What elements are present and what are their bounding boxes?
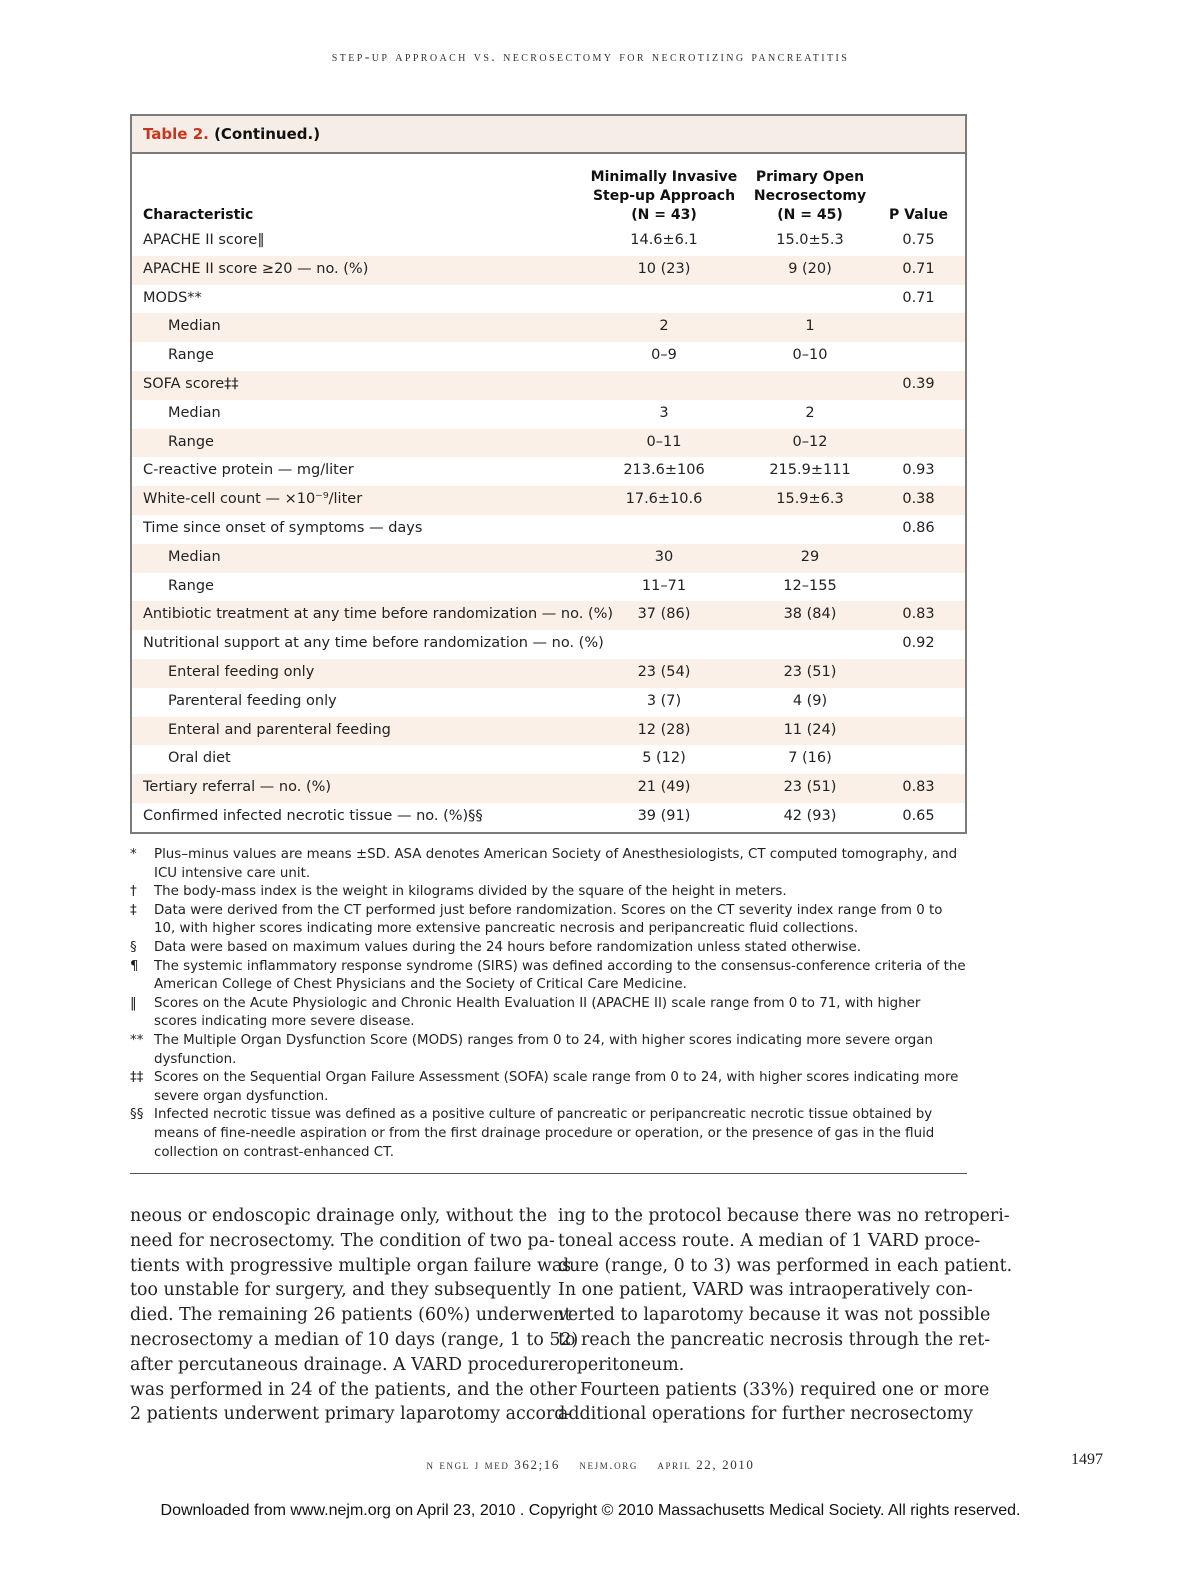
body-text-line: ing to the protocol because there was no retroperi- [558,1206,1010,1226]
cell-step-up: 14.6±6.1 [630,232,698,248]
footnote [130,1032,967,1069]
footnote [130,1106,967,1162]
cell-step-up: 3 [659,404,669,421]
footnote [130,846,967,883]
cell-p-value: 0.86 [902,519,935,536]
cell-necrosectomy: 29 [800,548,820,565]
body-text-line: necrosectomy a median of 10 days (range, 1 to 52) [130,1329,579,1350]
cell-step-up: 2 [659,318,669,335]
cell-step-up: 0–11 [646,433,682,450]
table-row [132,457,965,486]
row-label: C-reactive protein — mg/liter [143,462,354,479]
footnote [130,958,967,995]
cell-necrosectomy: 42 (93) [783,807,837,824]
footnote-symbol: ¶ [130,958,139,974]
table-row [132,774,965,803]
cell-p-value: 0.75 [902,232,935,248]
cell-step-up: 30 [654,548,674,565]
footnote-symbol: ‡‡ [130,1070,144,1086]
row-label: Nutritional support at any time before randomization — no. (%) [143,635,604,652]
data-table [130,114,967,834]
footnote-text: The Multiple Organ Dysfunction Score (MODS) ranges from 0 to 24, with higher scores indicating more severe organ dysfunction. [154,1032,933,1067]
body-text-line: need for necrosectomy. The condition of two pa- [130,1230,555,1251]
table-body [132,227,965,832]
body-text-line: toneal access route. A median of 1 VARD proce- [558,1230,981,1251]
table-row [132,717,965,746]
header-step-up-line3: (N = 43) [631,207,697,223]
cell-necrosectomy: 2 [805,404,815,421]
body-text-right-column [558,1204,1013,1427]
row-label: Time since onset of symptoms — days [143,519,423,536]
body-text-line: verted to laparotomy because it was not possible [558,1305,991,1326]
footnote-text: Scores on the Acute Physiologic and Chronic Health Evaluation II (APACHE II) scale range from 0 to 71, with higher scores indicating more severe disease. [154,995,921,1030]
cell-step-up: 10 (23) [637,260,691,277]
cell-step-up: 17.6±10.6 [625,491,703,508]
cell-necrosectomy: 9 (20) [788,260,832,277]
row-label: MODS** [143,289,202,306]
section-divider [130,1173,967,1174]
cell-p-value: 0.92 [902,635,935,652]
footnote-symbol: §§ [130,1107,144,1123]
footnote-symbol: ‖ [130,995,137,1011]
row-label: Tertiary referral — no. (%) [143,779,332,796]
header-p-value: P Value [889,207,948,223]
journal-citation: n engl j med 362;16 nejm.org april 22, 2010 [426,1457,755,1472]
table-label: Table 2. [143,125,209,143]
cell-step-up: 5 (12) [642,750,686,767]
row-label: White-cell count — ×10⁻⁹/liter [143,491,363,508]
header-step-up [588,168,740,225]
body-text-line: Fourteen patients (33%) required one or more [580,1379,990,1400]
table-row [132,486,965,515]
body-text-line: In one patient, VARD was intraoperatively con- [558,1280,973,1301]
cell-necrosectomy: 1 [805,318,815,335]
body-text-line: was performed in 24 of the patients, and the other [130,1379,577,1400]
cell-necrosectomy: 0–10 [792,347,828,364]
row-label: Median [168,404,221,421]
table-row [132,256,965,285]
cell-step-up: 213.6±106 [623,462,705,479]
footnote-symbol: † [130,884,137,900]
download-notice: Downloaded from www.nejm.org on April 23, 2010 . Copyright © 2010 Massachusetts Medical Society. All rights reserved. [160,1502,1021,1519]
cell-p-value: 0.83 [902,779,935,796]
cell-step-up: 37 (86) [637,606,691,623]
table-row [132,601,965,630]
body-text-left-column [130,1204,579,1427]
row-label: APACHE II score‖ [143,232,265,248]
row-label: Parenteral feeding only [168,692,337,709]
table-row [132,745,965,774]
row-label: Range [168,433,214,450]
footnote [130,1069,967,1106]
header-step-up-line1: Minimally Invasive [590,169,738,185]
cell-necrosectomy: 7 (16) [788,750,832,767]
table-row [132,659,965,688]
footnote-text: Data were derived from the CT performed just before randomization. Scores on the CT severity index range from 0 to 10, with higher scores indicating more extensive pancreatic necrosis and peripancreatic fluid collections. [154,902,943,937]
header-necrosectomy-line1: Primary Open [755,169,865,185]
row-label: APACHE II score ≥20 — no. (%) [143,260,369,277]
row-label: Range [168,577,214,594]
cell-necrosectomy: 15.0±5.3 [776,232,844,248]
cell-step-up: 11–71 [641,577,687,594]
cell-necrosectomy: 11 (24) [783,721,837,738]
table-row [132,400,965,429]
header-necrosectomy [746,168,874,225]
row-label: Median [168,318,221,335]
cell-step-up: 0–9 [651,347,677,364]
body-text-line: additional operations for further necrosectomy [558,1404,973,1425]
table-row [132,803,965,832]
table-row [132,285,965,314]
footnotes [130,846,967,1162]
table-row [132,227,965,256]
body-text-line: 2 patients underwent primary laparotomy accord- [130,1404,572,1425]
row-label: SOFA score‡‡ [143,375,239,392]
running-head: step-up approach vs. necrosectomy for necrotizing pancreatitis [331,50,850,65]
table-row [132,342,965,371]
cell-p-value: 0.65 [902,807,935,824]
header-necrosectomy-line2: Necrosectomy [753,188,867,204]
table-row [132,688,965,717]
footnote-symbol: ** [130,1032,144,1048]
header-necrosectomy-line3: (N = 45) [777,207,843,223]
cell-necrosectomy: 38 (84) [783,606,837,623]
cell-necrosectomy: 23 (51) [783,779,837,796]
footnote-symbol: § [130,939,137,955]
body-text-line: to reach the pancreatic necrosis through the ret- [558,1329,991,1350]
table-header [132,154,965,227]
body-text-line: died. The remaining 26 patients (60%) underwent [130,1305,572,1326]
footnote-text: Scores on the Sequential Organ Failure Assessment (SOFA) scale range from 0 to 24, with higher scores indicating more severe organ dysfunction. [154,1070,959,1104]
footnote [130,995,967,1032]
header-step-up-line2: Step-up Approach [592,188,736,204]
cell-p-value: 0.83 [902,606,935,623]
row-label: Confirmed infected necrotic tissue — no. (%)§§ [143,807,483,824]
cell-p-value: 0.71 [902,260,935,277]
row-label: Antibiotic treatment at any time before randomization — no. (%) [143,606,614,623]
body-text-line: roperitoneum. [558,1354,685,1375]
row-label: Range [168,347,214,364]
footnote [130,939,967,958]
header-characteristic: Characteristic [143,207,254,223]
cell-p-value: 0.38 [902,491,935,508]
body-text-line: tients with progressive multiple organ failure was [130,1255,572,1276]
footnote [130,883,967,902]
row-label: Median [168,548,221,565]
table-caption-text: (Continued.) [208,125,321,143]
footnote-symbol: ‡ [130,902,137,918]
footnote-text: Infected necrotic tissue was defined as a positive culture of pancreatic or peripancreatic necrotic tissue obtained by means of fine-needle aspiration or from the first drainage procedure or operation, or the presence of gas in the fluid collection on contrast-enhanced CT. [154,1107,935,1160]
table-caption [132,116,965,154]
cell-necrosectomy: 15.9±6.3 [776,491,844,508]
table-row [132,544,965,573]
footnote-text: The body-mass index is the weight in kilograms divided by the square of the height in meters. [154,884,787,900]
cell-necrosectomy: 23 (51) [783,663,837,680]
page-number: 1497 [1071,1451,1103,1468]
row-label: Enteral feeding only [168,663,315,680]
table-row [132,573,965,602]
table-row [132,371,965,400]
body-text-line: dure (range, 0 to 3) was performed in each patient. [558,1255,1013,1276]
table-row [132,515,965,544]
cell-p-value: 0.39 [902,375,935,392]
body-text-line: neous or endoscopic drainage only, without the [130,1206,548,1226]
cell-necrosectomy: 215.9±111 [769,462,851,479]
cell-necrosectomy: 0–12 [792,433,828,450]
body-text-line: after percutaneous drainage. A VARD procedure [130,1354,559,1375]
cell-necrosectomy: 12–155 [783,577,837,594]
footnote-text: Plus–minus values are means ±SD. ASA denotes American Society of Anesthesiologists, CT computed tomography, and ICU intensive care unit. [154,847,958,881]
footnote [130,902,967,939]
footnote-text: The systemic inflammatory response syndrome (SIRS) was defined according to the consensus-conference criteria of the American College of Chest Physicians and the Society of Critical Care Medicine. [154,958,966,993]
row-label: Enteral and parenteral feeding [168,721,391,738]
cell-step-up: 23 (54) [637,663,691,680]
cell-p-value: 0.71 [902,289,935,306]
cell-step-up: 3 (7) [646,692,682,709]
footnote-text: Data were based on maximum values during the 24 hours before randomization unless stated otherwise. [154,939,861,955]
cell-step-up: 21 (49) [637,779,691,796]
table-row [132,313,965,342]
table-row [132,630,965,659]
table-row [132,429,965,458]
cell-p-value: 0.93 [902,462,935,479]
row-label: Oral diet [168,750,231,767]
footnote-symbol: * [130,847,137,862]
cell-necrosectomy: 4 (9) [792,692,828,709]
cell-step-up: 39 (91) [637,807,691,824]
body-text-line: too unstable for surgery, and they subsequently [130,1280,551,1301]
cell-step-up: 12 (28) [637,721,691,738]
